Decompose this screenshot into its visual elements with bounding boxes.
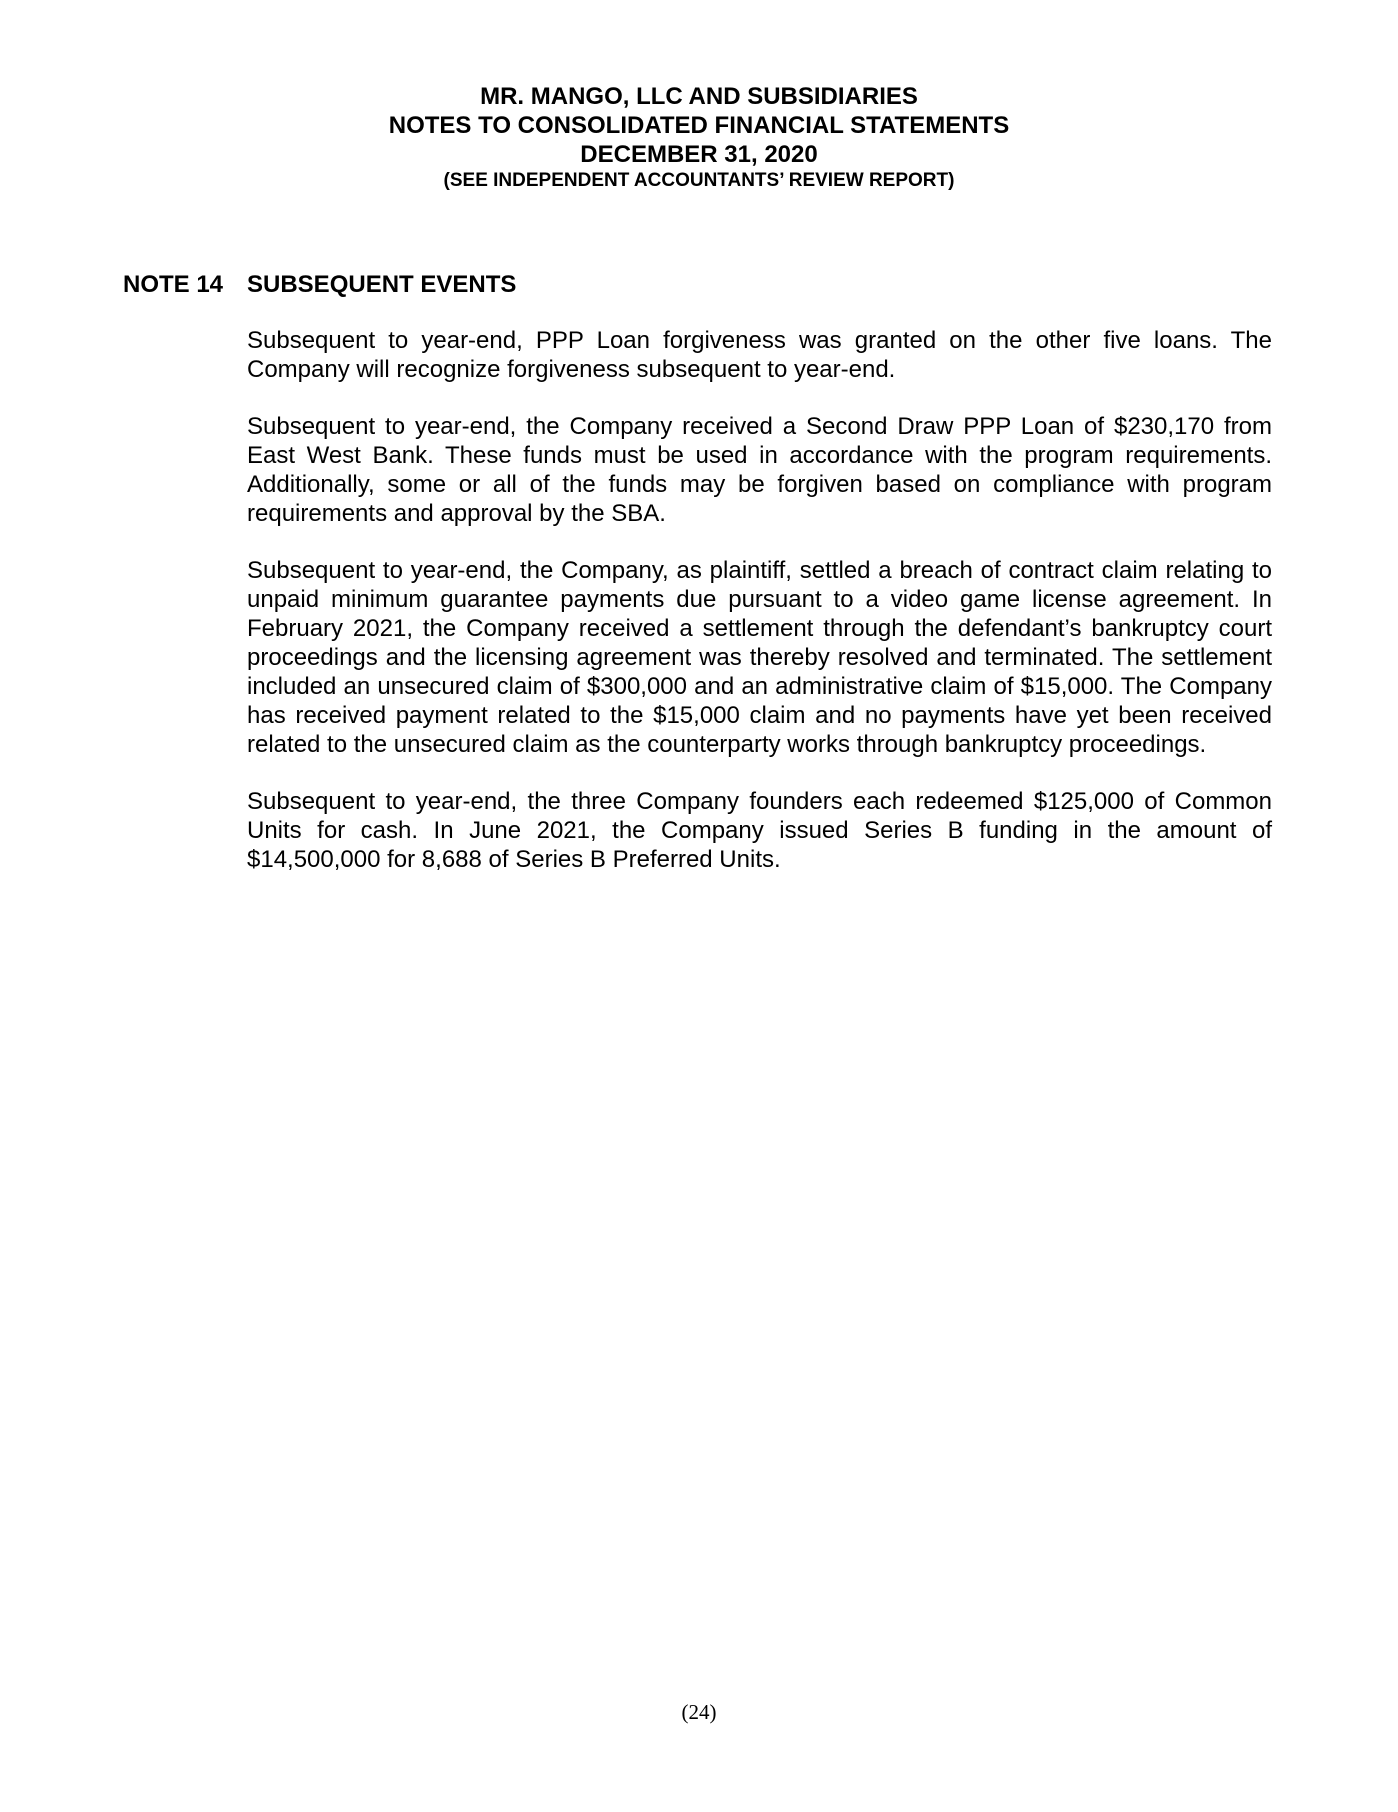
document-header bbox=[0, 82, 1398, 193]
statement-title: NOTES TO CONSOLIDATED FINANCIAL STATEMENTS bbox=[388, 112, 1010, 139]
note-number: NOTE 14 bbox=[123, 271, 224, 298]
note-paragraph-3: Subsequent to year-end, the Company, as plaintiff, settled a breach of contract claim relating to unpaid minimum guarantee payments due pursuant to a video game license agreement. In February 2021, the Company received a settlement through the defendant’s bankruptcy court proceedings and the licensing agreement was thereby resolved and terminated. The settlement included an unsecured claim of $300,000 and an administrative claim of $15,000. The Company has received payment related to the $15,000 claim and no payments have yet been received related to the unsecured claim as the counterparty works through bankruptcy proceedings. bbox=[247, 557, 1272, 758]
note-body bbox=[247, 326, 1272, 902]
note-heading bbox=[123, 270, 516, 299]
page-number: (24) bbox=[681, 1700, 717, 1724]
statement-date: DECEMBER 31, 2020 bbox=[580, 141, 818, 168]
note-paragraph-2: Subsequent to year-end, the Company received a Second Draw PPP Loan of $230,170 from East West Bank. These funds must be used in accordance with the program requirements. Additionally, some or all of the funds may be forgiven based on compliance with program requirements and approval by the SBA. bbox=[247, 413, 1272, 527]
note-paragraph-1: Subsequent to year-end, PPP Loan forgiveness was granted on the other five loans. The Company will recognize forgiveness subsequent to year-end. bbox=[247, 327, 1272, 383]
note-paragraph-4: Subsequent to year-end, the three Company founders each redeemed $125,000 of Common Units for cash. In June 2021, the Company issued Series B funding in the amount of $14,500,000 for 8,688 of Series B Preferred Units. bbox=[247, 788, 1272, 873]
company-name: MR. MANGO, LLC AND SUBSIDIARIES bbox=[480, 83, 918, 110]
review-report-note: (SEE INDEPENDENT ACCOUNTANTS’ REVIEW REPORT) bbox=[443, 170, 955, 191]
note-title: SUBSEQUENT EVENTS bbox=[247, 271, 517, 298]
